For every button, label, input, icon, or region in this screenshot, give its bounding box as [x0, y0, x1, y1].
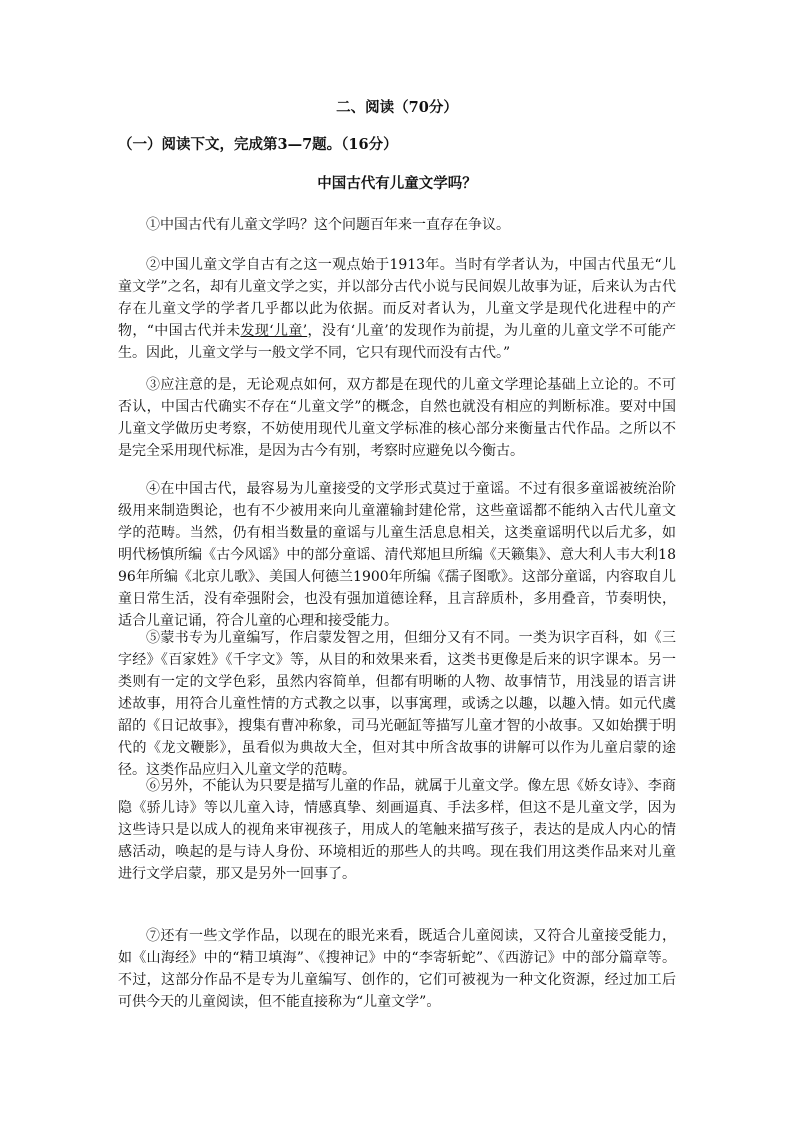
paragraph-5: ⑤蒙书专为儿童编写，作启蒙发智之用，但细分又有不同。一类为识字百科，如《三字经》《百家姓》《千字文》等，从目的和效果来看，这类书更像是后来的识字课本。另一类则有一定的文学色彩，虽然内容简单，但都有明晰的人物、故事情节，用浅显的语言讲述故事，用符合儿童性情的方式教之以事，以事寓理，或诱之以趣，以趣入情。如元代虞韶的《日记故事》，搜集有曹冲称象，司马光砸缸等描写儿童才智的小故事。又如始撰于明代的《龙文鞭影》，虽看似为典故大全，但对其中所含故事的讲解可以作为儿童启蒙的途径。这类作品应归入儿童文学的范畴。 [118, 630, 676, 778]
paragraph-2-text-after: ，没有‘儿童’的发现作为前提，为儿童的儿童文学不可能产生。因此，儿童文学与一般文学不同，它只有现代而没有古代。” [118, 323, 676, 361]
section-title: 二、阅读（70分） [336, 99, 458, 116]
paragraph-2-underlined-phrase: 发现‘儿童’ [240, 323, 308, 339]
paragraph-7: ⑦还有一些文学作品，以现在的眼光来看，既适合儿童阅读，又符合儿童接受能力，如《山海经》中的“精卫填海”、《搜神记》中的“李寄斩蛇”、《西游记》中的部分篇章等。不过，这部分作品不是专为儿童编写、创作的，它们可被视为一种文化资源，经过加工后可供今天的儿童阅读，但不能直接称为“儿童文学”。 [118, 928, 676, 1010]
paragraph-3: ③应注意的是，无论观点如何，双方都是在现代的儿童文学理论基础上立论的。不可否认，中国古代确实不存在“儿童文学”的概念，自然也就没有相应的判断标准。要对中国儿童文学做历史考察，不妨使用现代儿童文学标准的核心部分来衡量古代作品。之所以不是完全采用现代标准，是因为古今有别，考察时应避免以今衡古。 [118, 377, 676, 459]
question-instruction: （一）阅读下文，完成第3—7题。（16分） [118, 136, 398, 153]
paragraph-2 [118, 254, 676, 364]
paragraph-1: ①中国古代有儿童文学吗？这个问题百年来一直存在争议。 [146, 217, 510, 233]
paragraph-6: ⑥另外，不能认为只要是描写儿童的作品，就属于儿童文学。像左思《娇女诗》、李商隐《骄儿诗》等以儿童入诗，情感真挚、刻画逼真、手法多样，但这不是儿童文学，因为这些诗只是以成人的视角来审视孩子，用成人的笔触来描写孩子，表达的是成人内心的情感活动，唤起的是与诗人身份、环境相近的那些人的共鸣。现在我们用这类作品来对儿童进行文学启蒙，那又是另外一回事了。 [118, 778, 676, 882]
paragraph-2-text-before: ②中国儿童文学自古有之这一观点始于1913年。当时有学者认为，中国古代虽无“儿童文学”之名，却有儿童文学之实，并以部分古代小说与民间娱儿故事为证，后来认为古代存在儿童文学的学者几乎都以此为依据。而反对者认为，儿童文学是现代化进程中的产物，“中国古代并未 [118, 257, 676, 339]
paragraph-4: ④在中国古代，最容易为儿童接受的文学形式莫过于童谣。不过有很多童谣被统治阶级用来制造舆论，也有不少被用来向儿童灌输封建伦常，这些童谣都不能纳入古代儿童文学的范畴。当然，仍有相当数量的童谣与儿童生活息息相关，这类童谣明代以后尤多，如明代杨慎所编《古今风谣》中的部分童谣、清代郑旭旦所编《天籁集》、意大利人韦大利1896年所编《北京儿歌》、美国人何德兰1900年所编《孺子图歌》。这部分童谣，内容取自儿童日常生活，没有牵强附会，也没有强加道德诠释，且言辞质朴，多用叠音，节奏明快，适合儿童记诵，符合儿童的心理和接受能力。 [118, 481, 676, 629]
article-title: 中国古代有儿童文学吗？ [317, 175, 477, 192]
